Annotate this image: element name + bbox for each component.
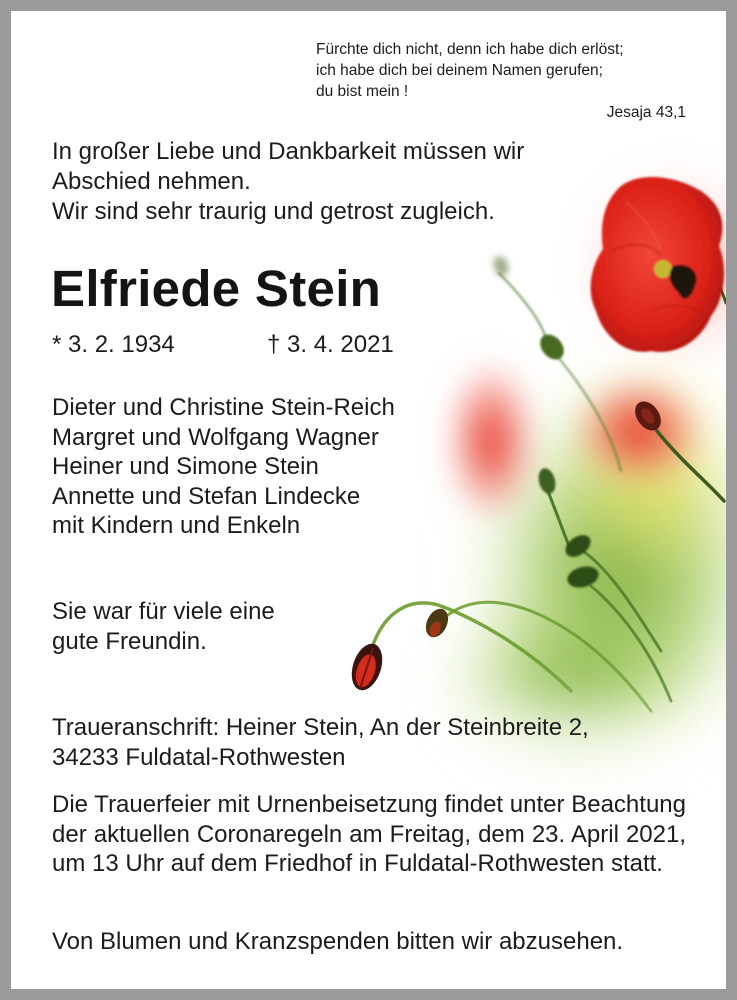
death-date: † 3. 4. 2021 <box>267 331 394 358</box>
friend-note <box>52 597 275 656</box>
deceased-name: Elfriede Stein <box>51 260 382 317</box>
mourner-line: Annette und Stefan Lindecke <box>52 482 361 510</box>
intro-text <box>52 137 524 227</box>
birth-date: * 3. 2. 1934 <box>52 331 175 358</box>
verse-reference: Jesaja 43,1 <box>606 104 686 121</box>
red-glow-mid <box>569 371 709 491</box>
mourner-line: Margret und Wolfgang Wagner <box>52 423 379 451</box>
verse-line: ich habe dich bei deinem Namen gerufen; <box>316 62 603 79</box>
mourning-address <box>52 713 589 772</box>
address-line: 34233 Fuldatal-Rothwesten <box>52 743 346 771</box>
intro-line: In großer Liebe und Dankbarkeit müssen wir <box>52 138 525 165</box>
friend-line: Sie war für viele eine <box>52 598 275 625</box>
bible-verse <box>316 39 624 102</box>
ceremony-notice: Die Trauerfeier mit Urnenbeisetzung findet unter Beachtung der aktuellen Coronaregeln am Freitag, dem 23. April 2021, um 13 Uhr auf dem Friedhof in Fuldatal-Rothwesten statt. <box>52 791 686 878</box>
red-glow-left <box>443 356 539 526</box>
poppy-bud-red <box>346 640 387 694</box>
verse-line: du bist mein ! <box>316 83 409 100</box>
closing-request: Von Blumen und Kranzspenden bitten wir abzusehen. <box>52 928 624 955</box>
intro-line: Wir sind sehr traurig und getrost zugleich. <box>52 198 495 225</box>
mourner-line: Heiner und Simone Stein <box>52 453 319 481</box>
verse-line: Fürchte dich nicht, denn ich habe dich erlöst; <box>316 41 624 58</box>
mourner-line: mit Kindern und Enkeln <box>52 512 301 540</box>
obituary-card <box>11 11 726 989</box>
stem <box>499 273 547 341</box>
poppy-flower <box>591 177 724 352</box>
poppy-bud <box>535 330 568 364</box>
intro-line: Abschied nehmen. <box>52 168 251 195</box>
mourner-line: Dieter und Christine Stein-Reich <box>52 394 395 421</box>
poppy-bud <box>491 254 511 278</box>
friend-line: gute Freundin. <box>52 627 207 655</box>
mourners-list <box>52 393 395 541</box>
address-line: Traueranschrift: Heiner Stein, An der Steinbreite 2, <box>52 714 589 741</box>
